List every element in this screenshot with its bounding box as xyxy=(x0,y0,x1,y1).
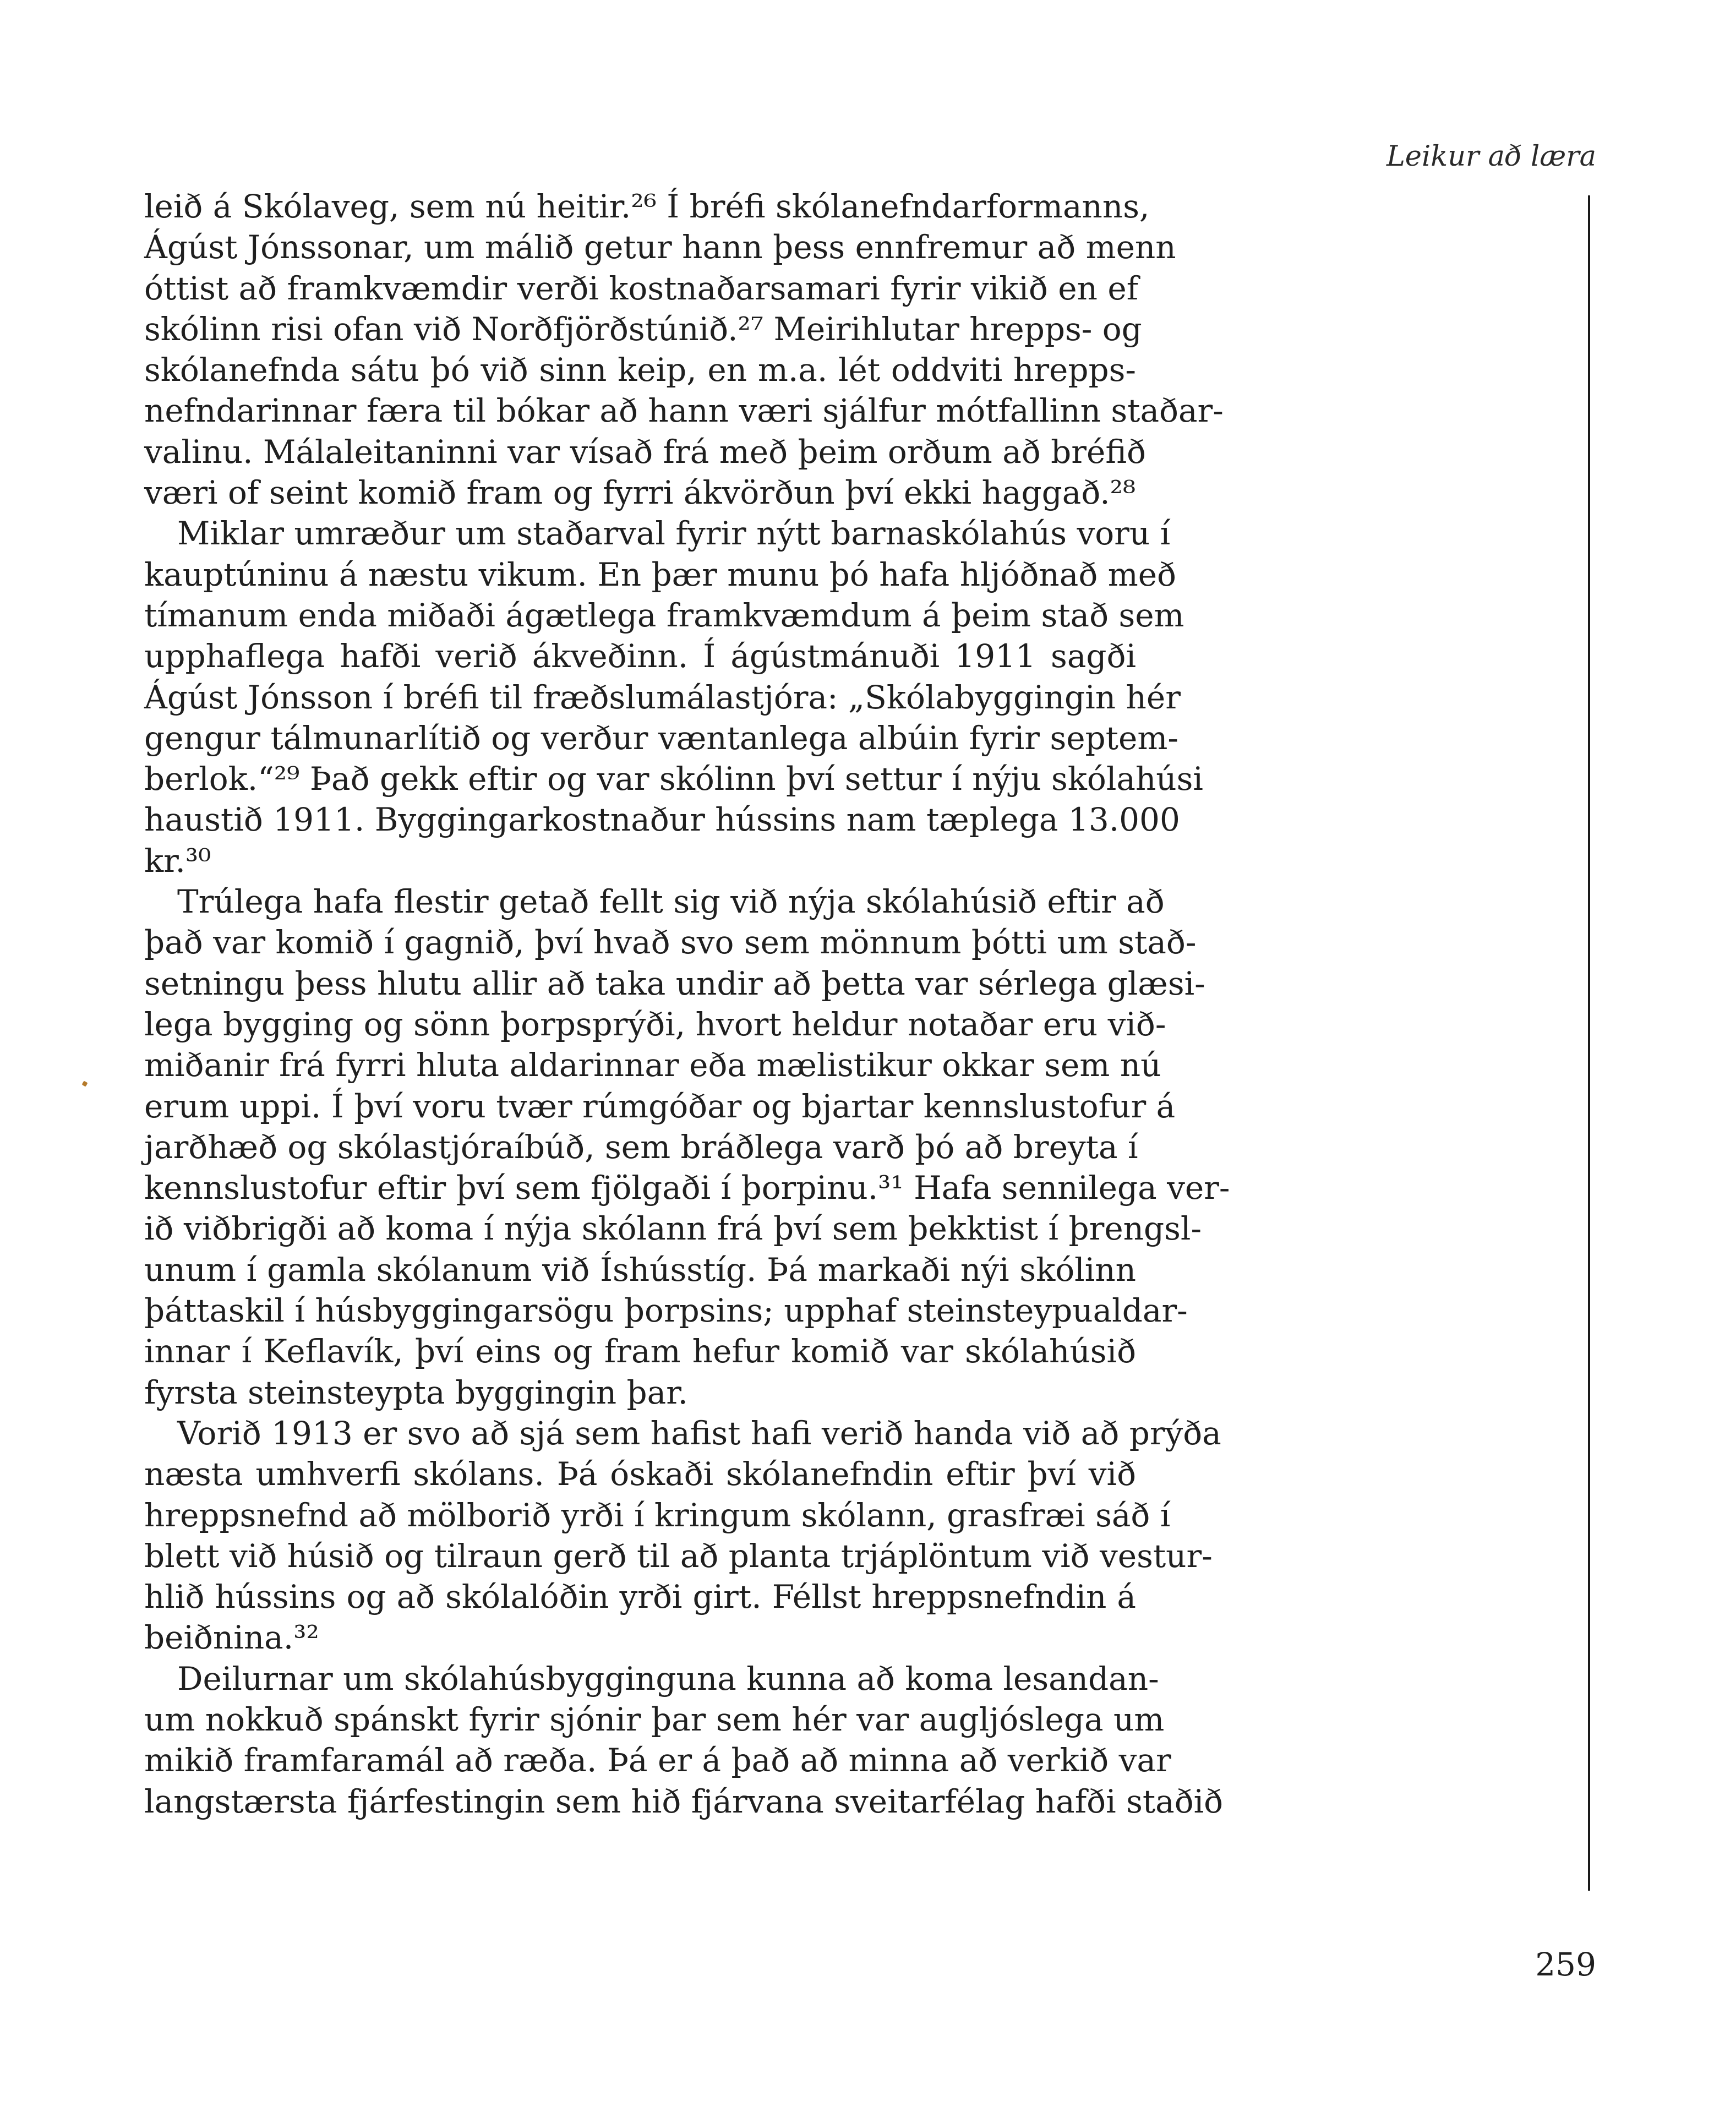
running-head: Leikur að læra xyxy=(1386,140,1596,173)
text-line: tímanum enda miðaði ágætlega framkvæmdum á þeim stað sem xyxy=(144,596,1184,634)
text-line: Miklar umræður um staðarval fyrir nýtt barnaskólahús voru í xyxy=(177,515,1171,553)
text-line: Ágúst Jónsson í bréfi til fræðslumálastjóra: „Skólabyggingin hér xyxy=(144,678,1181,716)
stray-mark xyxy=(82,1081,88,1087)
text-line: beiðnina.³² xyxy=(144,1619,319,1657)
page-number: 259 xyxy=(1535,1946,1596,1983)
text-line: fyrsta steinsteypta byggingin þar. xyxy=(144,1373,688,1411)
text-line: næsta umhverfi skólans. Þá óskaði skólanefndin eftir því við xyxy=(144,1455,1136,1493)
text-line: kauptúninu á næstu vikum. En þær munu þó hafa hljóðnað með xyxy=(144,555,1176,593)
text-line: langstærsta fjárfestingin sem hið fjárvana sveitarfélag hafði staðið xyxy=(144,1782,1224,1820)
margin-rule xyxy=(1588,195,1590,1891)
text-line: innar í Keflavík, því eins og fram hefur komið var skólahúsið xyxy=(144,1333,1136,1371)
text-line: kr.³⁰ xyxy=(144,842,211,880)
text-line: berlok.“²⁹ Það gekk eftir og var skólinn því settur í nýju skólahúsi xyxy=(144,760,1203,798)
text-line: lega bygging og sönn þorpsprýði, hvort heldur notaðar eru við- xyxy=(144,1005,1166,1043)
text-line: setningu þess hlutu allir að taka undir að þetta var sérlega glæsi- xyxy=(144,964,1205,1002)
body-text xyxy=(144,186,1230,1822)
text-line: það var komið í gagnið, því hvað svo sem mönnum þótti um stað- xyxy=(144,924,1197,962)
text-line: blett við húsið og tilraun gerð til að planta trjáplöntum við vestur- xyxy=(144,1537,1213,1575)
text-line: Deilurnar um skólahúsbygginguna kunna að koma lesandan- xyxy=(177,1660,1159,1697)
text-line: jarðhæð og skólastjóraíbúð, sem bráðlega varð þó að breyta í xyxy=(144,1128,1138,1166)
text-line: haustið 1911. Byggingarkostnaður hússins nam tæplega 13.000 xyxy=(144,801,1180,839)
text-line: nefndarinnar færa til bókar að hann væri sjálfur mótfallinn staðar- xyxy=(144,392,1224,430)
text-line: hlið hússins og að skólalóðin yrði girt. Féllst hreppsnefndin á xyxy=(144,1578,1136,1616)
text-line: Vorið 1913 er svo að sjá sem hafist hafi verið handa við að prýða xyxy=(177,1414,1221,1452)
text-line: Ágúst Jónssonar, um málið getur hann þess ennfremur að menn xyxy=(144,228,1176,266)
text-line: kennslustofur eftir því sem fjölgaði í þorpinu.³¹ Hafa sennilega ver- xyxy=(144,1169,1230,1207)
text-line: upphaflega hafði verið ákveðinn. Í ágústmánuði 1911 sagði xyxy=(144,637,1136,675)
text-line: óttist að framkvæmdir verði kostnaðarsamari fyrir vikið en ef xyxy=(144,269,1139,307)
text-line: leið á Skólaveg, sem nú heitir.²⁶ Í bréfi skólanefndarformanns, xyxy=(144,188,1150,225)
text-line: valinu. Málaleitaninni var vísað frá með þeim orðum að bréfið xyxy=(144,433,1146,471)
text-line: mikið framfaramál að ræða. Þá er á það að minna að verkið var xyxy=(144,1742,1171,1779)
text-line: unum í gamla skólanum við Íshússtíg. Þá markaði nýi skólinn xyxy=(144,1251,1136,1289)
text-line: erum uppi. Í því voru tvær rúmgóðar og bjartar kennslustofur á xyxy=(144,1087,1176,1125)
text-line: skólanefnda sátu þó við sinn keip, en m.a. lét oddviti hrepps- xyxy=(144,351,1136,389)
text-line: gengur tálmunarlítið og verður væntanlega albúin fyrir septem- xyxy=(144,719,1178,757)
text-line: þáttaskil í húsbyggingarsögu þorpsins; upphaf steinsteypualdar- xyxy=(144,1292,1188,1330)
text-line: um nokkuð spánskt fyrir sjónir þar sem hér var augljóslega um xyxy=(144,1700,1165,1738)
text-line: skólinn risi ofan við Norðfjörðstúnið.²⁷ Meirihlutar hrepps- og xyxy=(144,310,1142,348)
text-line: Trúlega hafa flestir getað fellt sig við nýja skólahúsið eftir að xyxy=(177,883,1165,921)
text-line: hreppsnefnd að mölborið yrði í kringum skólann, grasfræi sáð í xyxy=(144,1496,1171,1534)
text-line: miðanir frá fyrri hluta aldarinnar eða mælistikur okkar sem nú xyxy=(144,1046,1161,1084)
text-line: ið viðbrigði að koma í nýja skólann frá því sem þekktist í þrengsl- xyxy=(144,1210,1202,1248)
text-line: væri of seint komið fram og fyrri ákvörðun því ekki haggað.²⁸ xyxy=(144,474,1136,512)
